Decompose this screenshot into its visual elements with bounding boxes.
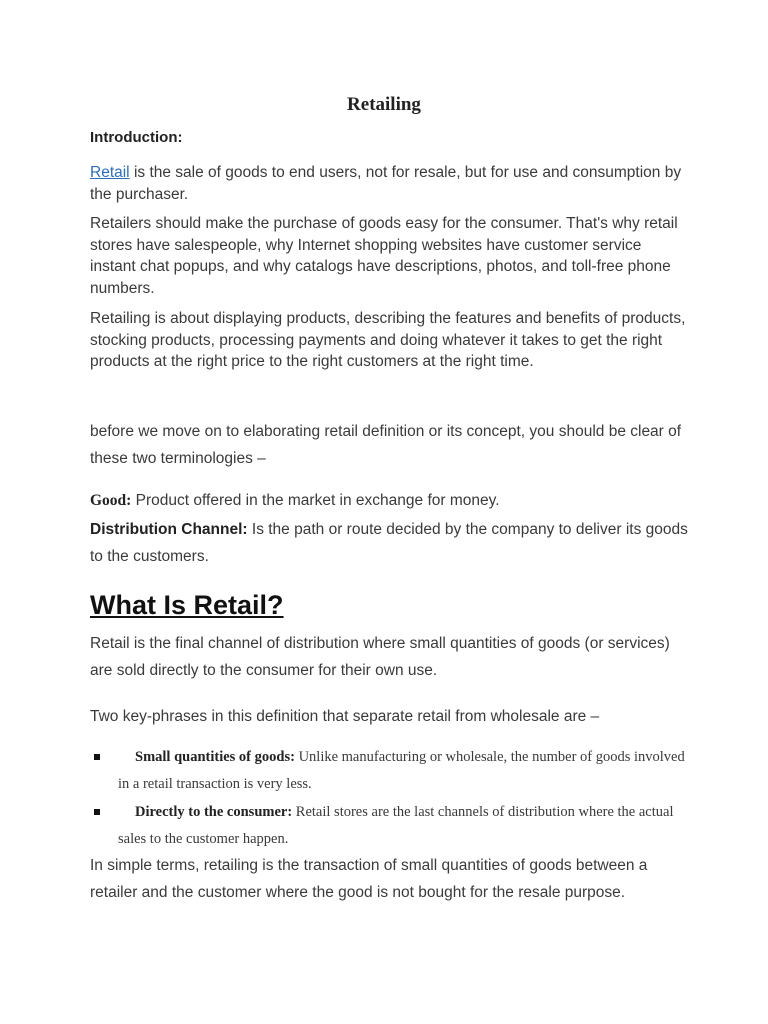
bullet-term: Directly to the consumer:	[135, 804, 293, 820]
bullet-term: Small quantities of goods:	[135, 749, 295, 765]
key-phrases-list	[90, 744, 690, 854]
square-bullet-icon	[94, 754, 100, 760]
intro-paragraph-1-text: is the sale of goods to end users, not for resale, but for use and consumption by the purchaser.	[90, 164, 682, 203]
section-heading: What Is Retail?	[90, 590, 284, 620]
section-paragraph-2: Two key-phrases in this definition that separate retail from wholesale are –	[90, 708, 600, 725]
summary-paragraph: In simple terms, retailing is the transaction of small quantities of goods between a retailer and the customer where the good is not bought for the resale purpose.	[90, 857, 648, 901]
term-good-definition: Product offered in the market in exchange for money.	[131, 492, 500, 509]
section-paragraph-1: Retail is the final channel of distribution where small quantities of goods (or services) are sold directly to the consumer for their own use.	[90, 635, 670, 679]
term-distribution-definition: Is the path or route decided by the company to deliver its goods to the customers.	[90, 521, 688, 565]
intro-paragraph-3: Retailing is about displaying products, describing the features and benefits of products, stocking products, processing payments and doing whatever it takes to get the right products at the right price to the right customers at the right time.	[90, 310, 686, 370]
square-bullet-icon	[94, 809, 100, 815]
term-distribution-label: Distribution Channel:	[90, 521, 248, 538]
intro-paragraph-2: Retailers should make the purchase of goods easy for the consumer. That's why retail stores have salespeople, why Internet shopping websites have customer service instant chat popups, and why catalogs have descriptions, photos, and toll-free phone numbers.	[90, 215, 678, 297]
document-title: Retailing	[347, 94, 421, 115]
term-good-label: Good:	[90, 492, 132, 509]
list-item	[90, 799, 690, 853]
term-good	[90, 490, 690, 512]
terminology-intro: before we move on to elaborating retail definition or its concept, you should be clear of these two terminologies –	[90, 423, 682, 467]
bullet-text: Retail stores are the last channels of distribution where the actual sales to the customer happen.	[118, 804, 674, 847]
introduction-heading: Introduction:	[90, 129, 183, 146]
list-item	[90, 744, 690, 798]
term-distribution-channel	[90, 516, 690, 570]
bullet-text: Unlike manufacturing or wholesale, the number of goods involved in a retail transaction is very less.	[118, 749, 685, 792]
intro-paragraph-1	[90, 162, 690, 205]
retail-link[interactable]: Retail	[90, 164, 130, 181]
